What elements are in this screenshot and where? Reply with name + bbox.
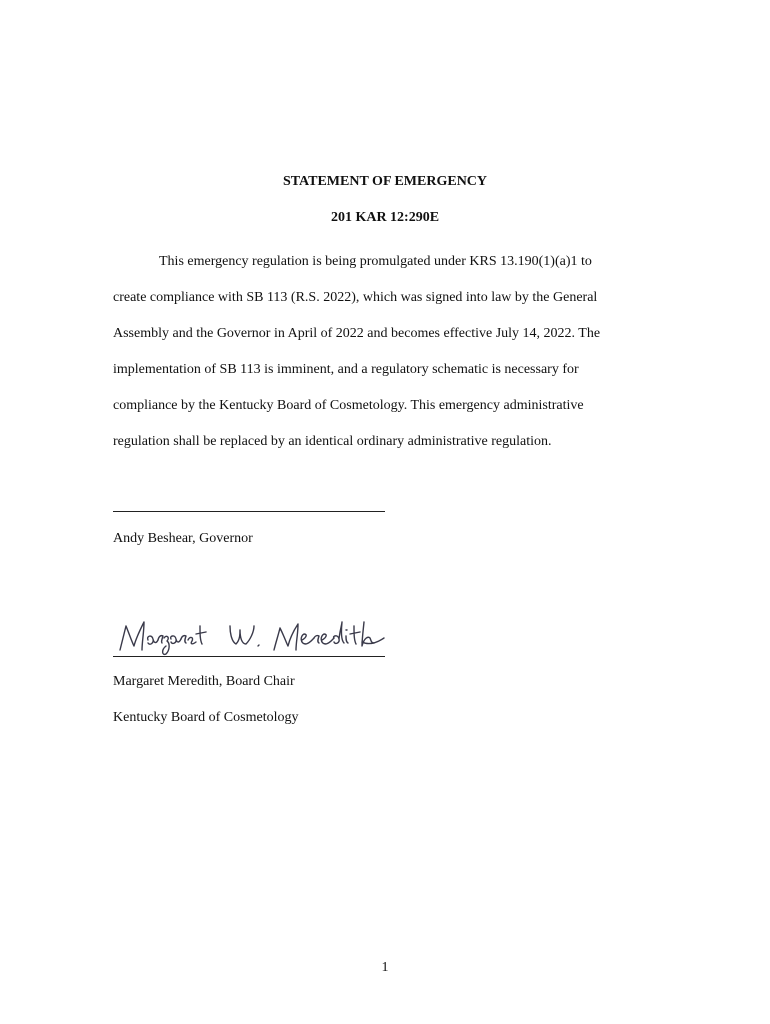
paragraph-line: compliance by the Kentucky Board of Cosmetology. This emergency administrative [113, 398, 584, 413]
paragraph-line: create compliance with SB 113 (R.S. 2022), which was signed into law by the General [113, 290, 598, 305]
board-name: Kentucky Board of Cosmetology [113, 710, 299, 725]
document-title: STATEMENT OF EMERGENCY [282, 174, 488, 189]
chair-signature-line [113, 656, 385, 657]
governor-signature-line [113, 511, 385, 512]
handwritten-signature [112, 612, 388, 658]
regulation-code: 201 KAR 12:290E [330, 210, 440, 225]
page-number: 1 [381, 960, 389, 975]
governor-signatory: Andy Beshear, Governor [113, 531, 253, 546]
paragraph-line: Assembly and the Governor in April of 2022 and becomes effective July 14, 2022. The [113, 326, 601, 341]
paragraph-line: implementation of SB 113 is imminent, and a regulatory schematic is necessary for [113, 362, 579, 377]
chair-signatory: Margaret Meredith, Board Chair [113, 674, 295, 689]
paragraph-line: This emergency regulation is being promulgated under KRS 13.190(1)(a)1 to [159, 254, 592, 269]
paragraph-line: regulation shall be replaced by an identical ordinary administrative regulation. [113, 434, 552, 449]
statement-paragraph [113, 244, 653, 460]
